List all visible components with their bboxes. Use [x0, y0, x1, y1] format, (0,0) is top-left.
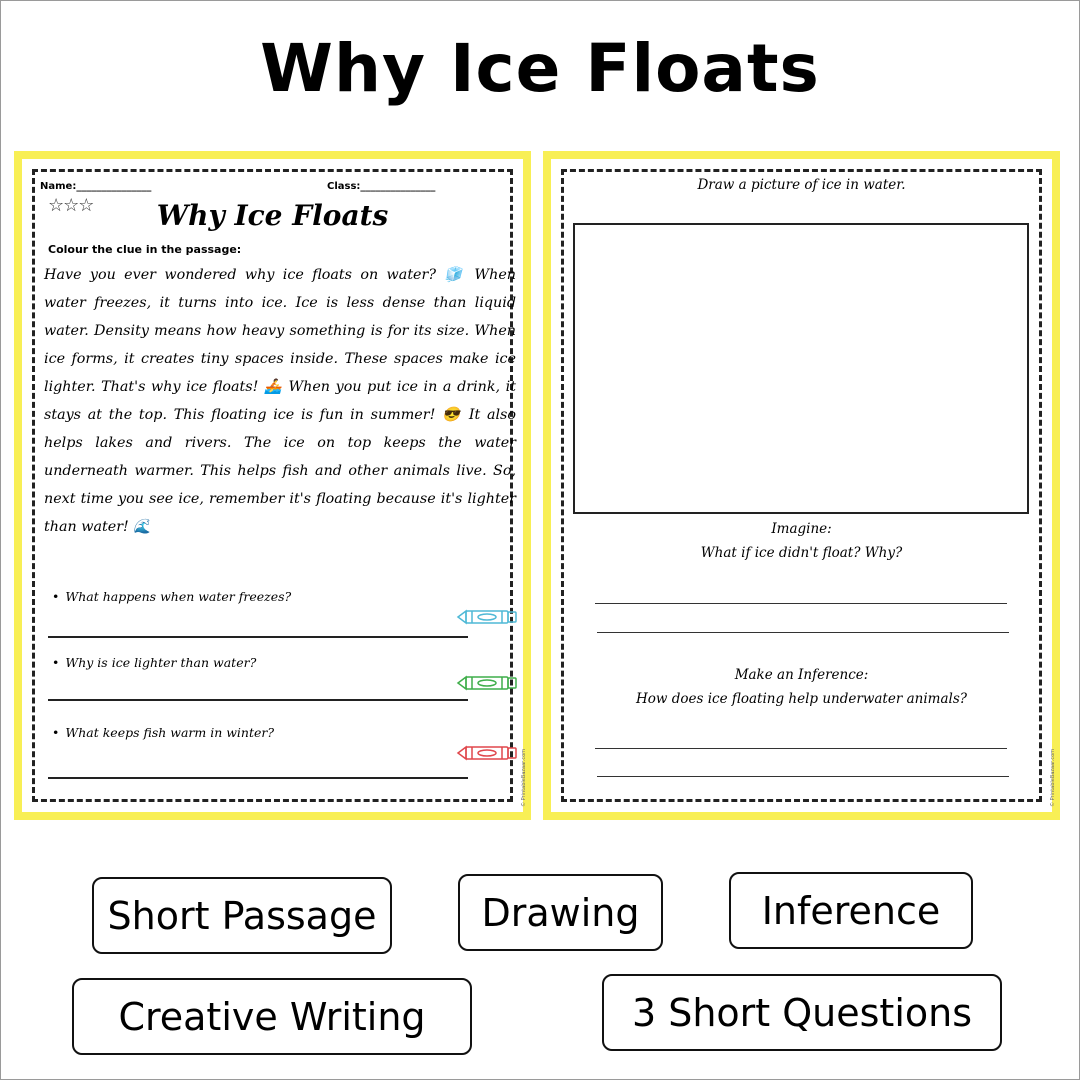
tag-inference: Inference	[729, 872, 973, 949]
imagine-question: What if ice didn't float? Why?	[700, 545, 903, 561]
tag-creative-writing: Creative Writing	[72, 978, 472, 1055]
crayon-icon-blue	[456, 608, 518, 626]
question-2-text: Why is ice lighter than water?	[65, 655, 257, 670]
class-field-label: Class:_______________	[327, 181, 436, 192]
inference-question: How does ice floating help underwater animals?	[635, 691, 967, 707]
question-3-text: What keeps fish warm in winter?	[65, 725, 275, 740]
tag-short-passage: Short Passage	[92, 877, 392, 954]
question-2: • Why is ice lighter than water?	[52, 655, 257, 670]
worksheet-activities-preview	[543, 151, 1060, 820]
page-title: Why Ice Floats	[260, 30, 820, 107]
drawing-box[interactable]	[573, 223, 1029, 514]
question-3: • What keeps fish warm in winter?	[52, 725, 275, 740]
answer-line-3[interactable]	[48, 777, 468, 779]
worksheet-passage-preview	[14, 151, 531, 820]
imagine-heading: Imagine:	[771, 521, 832, 537]
worksheet-title: Why Ice Floats	[156, 199, 389, 232]
imagine-answer-line-1[interactable]	[595, 603, 1007, 604]
tag-drawing: Drawing	[458, 874, 663, 951]
reading-passage: Have you ever wondered why ice floats on water? 🧊 When water freezes, it turns into ice. Ice is less dense than liquid water. Density means how heavy something is for its size. When ice forms, it creates tiny spaces inside. These spaces make ice lighter. That's why ice floats! 🚣 When you put ice in a drink, it stays at the top. This floating ice is fun in summer! 😎 It also helps lakes and rivers. The ice on top keeps the water underneath warmer. This helps fish and other animals live. So, next time you see ice, remember it's floating because it's lighter than water! 🌊	[44, 267, 516, 535]
imagine-answer-line-2[interactable]	[597, 632, 1009, 633]
clue-instruction: Colour the clue in the passage:	[48, 243, 242, 256]
answer-line-1[interactable]	[48, 636, 468, 638]
name-field-label: Name:_______________	[40, 181, 152, 192]
inference-answer-line-2[interactable]	[597, 776, 1009, 777]
inference-heading: Make an Inference:	[734, 667, 869, 683]
rating-stars-icon: ☆☆☆	[48, 195, 94, 216]
tag-3-short-questions: 3 Short Questions	[602, 974, 1002, 1051]
answer-line-2[interactable]	[48, 699, 468, 701]
copyright-note: © PrintableBazaar.com	[521, 749, 527, 807]
question-1: • What happens when water freezes?	[52, 589, 292, 604]
crayon-icon-red	[456, 744, 518, 762]
draw-prompt: Draw a picture of ice in water.	[697, 177, 906, 193]
copyright-note: © PrintableBazaar.com	[1050, 749, 1056, 807]
inference-answer-line-1[interactable]	[595, 748, 1007, 749]
crayon-icon-green	[456, 674, 518, 692]
question-1-text: What happens when water freezes?	[65, 589, 292, 604]
